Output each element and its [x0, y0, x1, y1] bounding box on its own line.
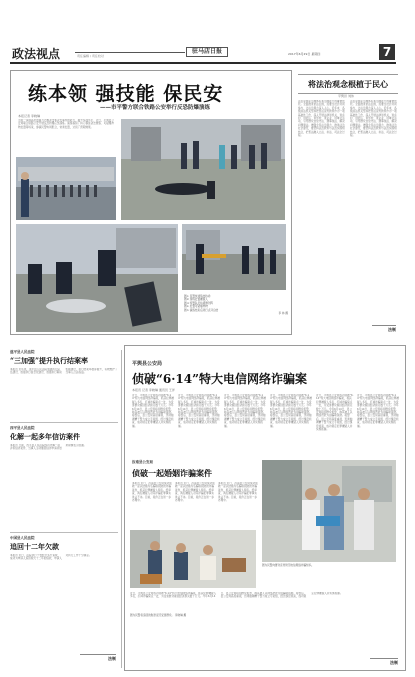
main-story-byline: 本报讯 记者 李晓琳 通讯员 王洋 [132, 388, 175, 392]
photo-police-with-residents-art [262, 460, 396, 562]
sub-body-col1: 本报讯 近日，汝南县公安局成功侦破一起以结婚为名骗取钱财的诈骗案件，抓获犯罪嫌疑人两名。经审查，两名嫌疑人对其诈骗犯罪事实供认不讳。目前，案件正在进一步办理中。 [132, 482, 172, 503]
left-item-1 [10, 350, 118, 420]
right-column-footer-logo [372, 325, 396, 335]
main-body-col3: 近日，平舆县公安局成功侦破“6·14”特大电信网络诈骗案，抓获犯罪嫌疑人多名，打掉诈骗窝点一处，为受害群众挽回经济损失数十万元。今年6月14日，县公安局接到群众报警，称其被人以网络贷款为由骗取钱财。接警后，县公安局高度重视，迅速抽调精干警力成立专案组，经过缜密侦查，成功锁定犯罪嫌疑人并实施抓捕。 [224, 394, 266, 428]
main-footer-logo [370, 658, 398, 668]
left-column-rule [121, 350, 122, 668]
left-item-body: 本报讯 近年来，遂平县人民法院加强执行队伍建设、加强执行信息化建设、加强执行联动机制建设，执行结案率稳步提升，有效维护了当事人合法权益。 [10, 368, 118, 375]
photo-caption-1: 图为民警向群众宣传防范电信网络诈骗知识。 [262, 564, 314, 567]
photo-shield-drill [182, 224, 286, 290]
left-item-court: 遂平县人民法院 [10, 350, 35, 354]
right-column-body-1: 法治是国家治理体系和治理能力的重要依托。全面推进依法治国，需要全社会共同参与，让法治观念深入人心。近年来，各级政法机关坚持把普法宣传教育作为一项基础性工作，深入开展法律进机关、进乡村、进社区、进学校、进企业、进单位活动，引导群众自觉守法、遇事找法、解决问题靠法。增强全民法治观念，推进法治社会建设，要坚持法治教育与法治实践相结合，把普法融入立法、执法、司法全过程。 [298, 100, 345, 138]
caption-5: 图⑤ 演练结束后进行点评总结 [184, 308, 219, 312]
sub-story-headline: 侦破一起婚姻诈骗案件 [132, 468, 212, 478]
left-footer-logo [80, 654, 116, 664]
main-bottom-text: 近日，平舆县公安局成功侦破“6·14”特大电信网络诈骗案，抓获犯罪嫌疑人多名，打掉诈骗窝点一处，为受害群众挽回经济损失数十万元。今年6月14日，县公安局接到群众报警，称其被人以网络贷款为由骗取钱财。接警后，县公安局高度重视，迅速抽调精干警力成立专案组，经过缜密侦查，成功锁定犯罪嫌疑人并实施抓捕。 [130, 592, 343, 599]
masthead-rule-left [75, 52, 185, 53]
page-number-box [379, 44, 395, 60]
top-story-subhead: ——市平警方联合铁路公安举行反恐防爆演练 [100, 105, 211, 111]
left-divider-2 [10, 532, 118, 533]
left-item-headline: “三加强”提升执行结案率 [10, 356, 89, 365]
photo-arrest-scene [121, 119, 285, 220]
footer-logo-text: 法制 [390, 660, 398, 665]
main-body-col2: 近日，平舆县公安局成功侦破“6·14”特大电信网络诈骗案，抓获犯罪嫌疑人多名，打掉诈骗窝点一处，为受害群众挽回经济损失数十万元。今年6月14日，县公安局接到群众报警，称其被人以网络贷款为由骗取钱财。接警后，县公安局高度重视，迅速抽调精干警力成立专案组，经过缜密侦查，成功锁定犯罪嫌疑人并实施抓捕。 [178, 394, 220, 428]
caption-2: 图② 现场处置嫌疑人 [184, 298, 208, 302]
left-item-body: 本报讯 近日，法院执行干警经过多方查找，成功为申请人追回拖欠十二年的借款，申请人对执行工作十分满意。 [10, 554, 92, 561]
left-item-body: 本报讯 日前，西平县人民法院成功化解一起涉诉信访案件，当事人主动撤回信访申请并送来锦旗表示感谢。 [10, 444, 87, 451]
caption-4: 图④ 处置可疑爆炸物 [184, 305, 208, 309]
caption-3: 图③ 特警队员持盾牌列阵 [184, 301, 214, 305]
masthead-logo [186, 47, 228, 57]
date-line: 2017年6月29日 星期四 [288, 52, 321, 56]
left-item-court: 西平县人民法院 [10, 426, 35, 430]
main-body-col6: 近日，平舆县公安局成功侦破“6·14”特大电信网络诈骗案，抓获犯罪嫌疑人多名，打掉诈骗窝点一处，为受害群众挽回经济损失数十万元。今年6月14日，县公安局接到群众报警，称其被人以网络贷款为由骗取钱财。接警后，县公安局高度重视，迅速抽调精干警力成立专案组，经过缜密侦查，成功锁定犯罪嫌疑人并实施抓捕。 [357, 394, 399, 428]
top-story-captions [184, 295, 288, 333]
photo-ground-takedown-art [16, 224, 178, 332]
caption-1: 图① 民警快速集结待命 [184, 295, 211, 298]
top-story-intro-col1: 为进一步提高处置暴力恐怖袭击和突发事件的能力，提升实战水平，近日，平舆县公安局联合铁路公安开展反恐防爆应急演练。演练模拟了持刀暴徒袭击旅客、可疑爆炸物处置等场景，参演民警协同配合，快速处置，达到了预期效果。 [18, 119, 114, 129]
right-column-byline: 平舆县 刘伟 [338, 94, 354, 98]
masthead-rule [10, 62, 396, 64]
right-column-headline: 将法治观念根植于民心 [308, 79, 388, 89]
photo-shield-drill-art [182, 224, 286, 290]
photo-police-with-residents [262, 460, 396, 562]
left-divider-1 [10, 422, 118, 423]
left-item-headline: 化解一起多年信访案件 [10, 432, 80, 441]
main-story-agency: 平舆县公安局 [132, 361, 163, 367]
left-item-3 [10, 536, 118, 654]
section-title: 政法视点 [12, 47, 61, 61]
photo-officers-visit-home [130, 530, 256, 588]
masthead-subline: 责任编辑 / 责任校对 [77, 54, 104, 58]
top-story-headline: 练本领 强技能 保民安 [28, 83, 224, 105]
photo-caption-2: 图为民警将追回的赃款返还受害群众。 李晓琳 摄 [130, 614, 187, 617]
main-story-headline: 侦破“6·14”特大电信网络诈骗案 [132, 372, 308, 386]
photo-ground-takedown [16, 224, 178, 332]
left-column [10, 350, 118, 668]
photo-officers-visit-home-art [130, 530, 256, 588]
sub-body-col3: 本报讯 近日，汝南县公安局成功侦破一起以结婚为名骗取钱财的诈骗案件，抓获犯罪嫌疑人两名。经审查，两名嫌疑人对其诈骗犯罪事实供认不讳。目前，案件正在进一步办理中。 [218, 482, 258, 503]
left-item-court: 中国县人民法院 [10, 536, 35, 540]
footer-logo-text: 法制 [388, 327, 396, 332]
right-column-body-2: 法治是国家治理体系和治理能力的重要依托。全面推进依法治国，需要全社会共同参与，让法治观念深入人心。近年来，各级政法机关坚持把普法宣传教育作为一项基础性工作，深入开展法律进机关、进乡村、进社区、进学校、进企业、进单位活动，引导群众自觉守法、遇事找法、解决问题靠法。增强全民法治观念，推进法治社会建设，要坚持法治教育与法治实践相结合，把普法融入立法、执法、司法全过程。 [350, 100, 397, 138]
photo-arrest-scene-art [121, 119, 285, 220]
photo-credit: 李 林 摄 [278, 312, 288, 316]
sub-story-agency: 汝南县公安局 [132, 460, 153, 464]
main-body-col5: 近日，平舆县公安局成功侦破“6·14”特大电信网络诈骗案，抓获犯罪嫌疑人多名，打掉诈骗窝点一处，为受害群众挽回经济损失数十万元。今年6月14日，县公安局接到群众报警，称其被人以网络贷款为由骗取钱财。接警后，县公安局高度重视，迅速抽调精干警力成立专案组，经过缜密侦查，成功锁定犯罪嫌疑人并实施抓捕。 [316, 394, 354, 432]
main-body-col4: 近日，平舆县公安局成功侦破“6·14”特大电信网络诈骗案，抓获犯罪嫌疑人多名，打掉诈骗窝点一处，为受害群众挽回经济损失数十万元。今年6月14日，县公安局接到群众报警，称其被人以网络贷款为由骗取钱财。接警后，县公安局高度重视，迅速抽调精干警力成立专案组，经过缜密侦查，成功锁定犯罪嫌疑人并实施抓捕。 [270, 394, 312, 428]
right-column-headline-box [298, 74, 398, 94]
footer-logo-text: 法制 [108, 656, 116, 661]
paper-name: 驻马店日报 [191, 48, 222, 55]
main-body-col1: 近日，平舆县公安局成功侦破“6·14”特大电信网络诈骗案，抓获犯罪嫌疑人多名，打掉诈骗窝点一处，为受害群众挽回经济损失数十万元。今年6月14日，县公安局接到群众报警，称其被人以网络贷款为由骗取钱财。接警后，县公安局高度重视，迅速抽调精干警力成立专案组，经过缜密侦查，成功锁定犯罪嫌疑人并实施抓捕。 [132, 394, 174, 428]
left-item-headline: 追回十二年欠款 [10, 542, 59, 551]
page-number: 7 [382, 45, 392, 59]
photo-officers-line-art [16, 157, 116, 220]
top-story-byline: 本报记者 李晓琳 [18, 114, 40, 118]
photo-officers-line [16, 157, 116, 220]
sub-body-col2: 本报讯 近日，汝南县公安局成功侦破一起以结婚为名骗取钱财的诈骗案件，抓获犯罪嫌疑人两名。经审查，两名嫌疑人对其诈骗犯罪事实供认不讳。目前，案件正在进一步办理中。 [175, 482, 215, 503]
left-item-2 [10, 426, 118, 528]
